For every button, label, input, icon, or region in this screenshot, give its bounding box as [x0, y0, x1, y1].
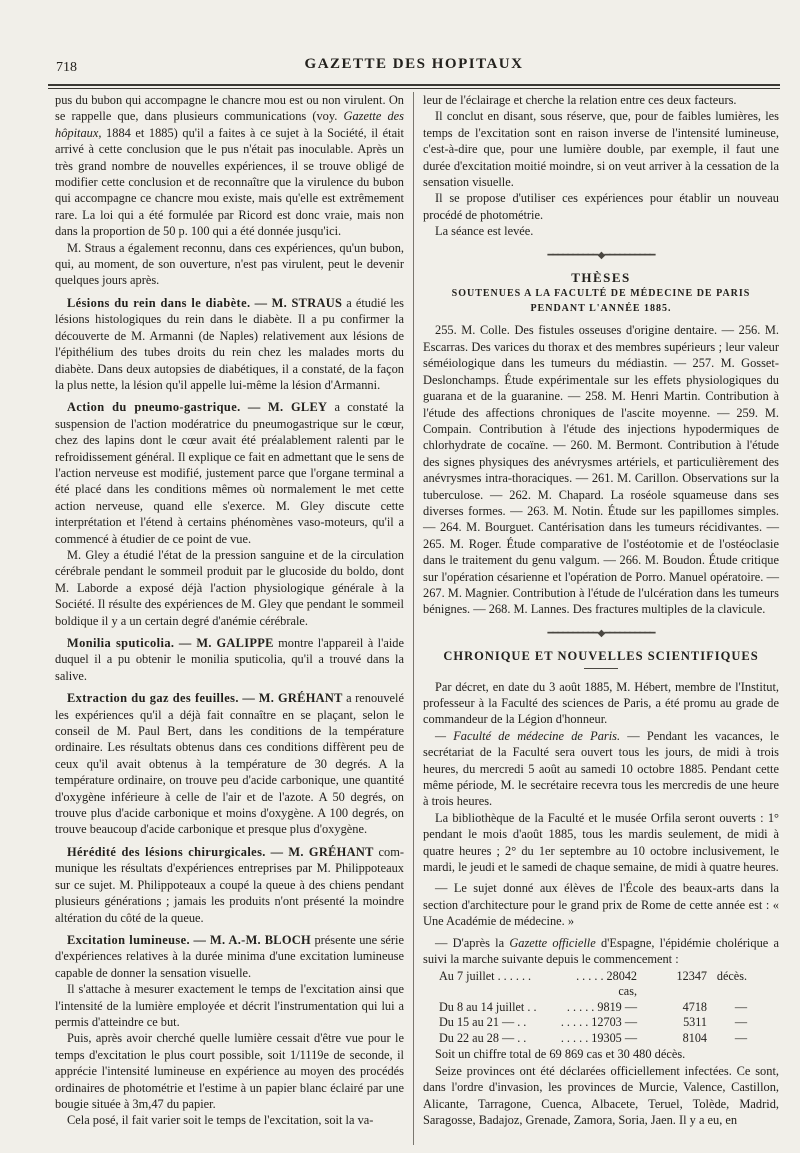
table-row: Du 8 au 14 juillet . . . . . . . 9819 — 4718 — [439, 999, 747, 1014]
table-row: Du 22 au 28 — . . . . . . . 19305 — 8104 — [439, 1030, 747, 1045]
header-rule [48, 84, 780, 86]
paragraph: Il conclut en disant, sous réserve, que, pour de faibles lumières, les temps de l'excitation sont en raison inverse de l'intensité lumineuse, c'est-à-dire que, pour une lumière double, par exemple, il faut une durée d'excitation moitié moindre, si on veut arriver à la cessation de la sensation visuelle. [423, 109, 779, 190]
paragraph: Seize provinces ont été déclarées officiellement infectées. Ce sont, dans l'ordre d'invasion, les provinces de Murcie, Valence, Castillon, Alicante, Tarragone, Cuenca, Albacete, Teruel, Tolède, Madrid, Saragosse, Badajoz, Grenade, Zamora, Soria, Jaen. Il y a eu, en [423, 1063, 779, 1128]
paragraph: Il se propose d'utiliser ces expériences pour établir un nouveau procédé de photométrie. [423, 191, 779, 222]
right-column [423, 92, 779, 1129]
paragraph: pus du bubon qui accompagne le chancre mou est ou non virulent. On se rappelle que, dans plusieurs communications (voy. Gazette des hôpitaux, 1884 et 1885) qu'il a faites à ce sujet à la Société, il était arrivé à cette conclusion que le pus n'était pas inoculable. Après un très grand nombre de nouvelles expériences, il se trouve obligé de modifier cette conclusion et de reconnaître que la virulence du bubon qui accompagne ce chancre mou existe, mais qu'elle est extrêmement rare. La loi qui a été formulée par Ricord est donc vraie, mais non dans la proportion de 50 p. 100 qui a été donnée jusqu'ici. [55, 93, 404, 239]
italic-heading: — Faculté de médecine de Paris. [435, 728, 621, 743]
table-row: Au 7 juillet . . . . . . . . . . . 28042 cas, 12347 décès. [439, 968, 747, 999]
title-rule [584, 668, 618, 669]
left-column [55, 92, 404, 1129]
column-divider [413, 92, 414, 1145]
paragraph: Par décret, en date du 3 août 1885, M. Hébert, membre de l'Institut, professeur à la Faculté des sciences de Paris, a été promu au grade de commandeur de la Légion d'honneur. [423, 679, 779, 727]
section-subtitle: SOUTENUES A LA FACULTÉ DE MÉDECINE DE PARIS [451, 288, 751, 300]
section-title-theses: THÈSES [571, 270, 631, 286]
journal-title: GAZETTE DES HOPITAUX [304, 56, 524, 72]
paragraph: Cela posé, il fait varier soit le temps de l'excitation, soit la va- [67, 1113, 374, 1128]
page-header [48, 56, 780, 82]
paragraph: — D'après la Gazette officielle d'Espagne, l'épidémie cholérique a suivi la marche suivante depuis le commencement : [423, 935, 779, 967]
paragraph: La séance est levée. [435, 224, 534, 239]
paragraph: — Faculté de médecine de Paris. — Pendant les vacances, le secrétariat de la Faculté sera ouvert tous les jours, de midi à trois heures, du mercredi 5 août au samedi 10 octobre 1885. Pendant cette même période, M. le secrétaire recevra tous les mercredis de une heure à trois heures. [423, 728, 779, 809]
theses-list: 255. M. Colle. Des fistules osseuses d'origine dentaire. — 256. M. Escarras. Des varices du thorax et des membres supérieurs ; leur valeur séméiologique dans les tumeurs du médiastin. — 257. M. Gosset-Deslonchamps. Étude expérimentale sur les effets physiologiques du guarana et de la guaranine. — 258. M. Henri Martin. Contribution à l'étude des affections chroniques de l'ascite moyenne. — 259. M. Compain. Contribution à l'étude des injections hypodermiques de chlorhydrate de cocaïne. — 260. M. Bermont. Contribution à l'étude des signes physiques des anévrysmes artériels, et particulièrement des anévrysmes intra-thoraciques. — 261. M. Carillon. Observations sur la tuberculose. — 262. M. Chapard. La roséole squameuse dans ses diverses formes. — 263. M. Notin. Étude sur les papillomes simples. — 264. M. Bourguet. Cantérisation dans les tumeurs récidivantes. — 265. M. Roger. Étude comparative de l'ostéotomie et de l'ostéoclasie dans le traitement du genu valgum. — 266. M. Boudon. Étude critique sur l'opération césarienne et l'opération de Porro. Manuel opératoire. — 267. M. Magnier. Contribution à l'étude de l'ulcération dans les tumeurs bénignes. — 268. M. Lannes. Des fractures multiples de la clavicule. [423, 323, 779, 617]
entry-pneumogastric: Action du pneumo-gastrique. — M. GLEY a constaté la suspension de l'action modératrice du pneumogastrique sur le cœur, chez des lapins dont le cœur avait été préalablement ralenti par le refroidissement général. Il explique ce fait en admettant que le sens de l'action nerveuse est modifié, justement parce que l'organe terminal a été placé dans les conditions mêmes où normalement le met cette action nerveuse, quand elle s'exerce. M. Gley discute cette interprétation et l'étend à certains phénomènes vaso-moteurs, qu'il a commencé à étudier de ce point de vue. [55, 400, 405, 546]
entry-leaf-gas: Extraction du gaz des feuilles. — M. GRÉHANT a renouvelé les expériences qu'il a déjà fait connaître en se plaçant, selon le conseil de M. Paul Bert, dans les conditions de la température ordinaire. Les résultats obtenus dans ces conditions diffèrent peu de ceux qu'il avait obtenus à la température de 30 degrés. A la température ordinaire, on trouve peu d'acide carbonique, une quantité d'oxygène inférieure à celle de l'air et de l'azote. A 50 degrés, on trouve plus d'acide carbonique et moins d'oxygène. A 100 degrés, on trouve beaucoup d'acide carbonique et presque plus d'oxygène. [55, 691, 404, 837]
entry-light-excitation: Excitation lumineuse. — M. A.-M. BLOCH présente une série d'expériences relatives à la durée minima d'une excitation lumineuse capable de donner la sensation visuelle. [55, 932, 404, 980]
paragraph: M. Straus a également reconnu, dans ces expériences, qu'un bubon, qui, au moment, de son ouverture, n'est pas virulent, peut le devenir quelques jours après. [55, 240, 404, 288]
paragraph: Puis, après avoir cherché quelle lumière cessait d'être vue pour le temps d'excitation le plus court possible, soit 1/1119e de seconde, il apprécie l'intensité lumineuse en expérience au moyen des procédés ordinaires de photométrie et l'estime à un papier blanc éclairé par une bougie située à 3m,47 du papier. [55, 1031, 404, 1111]
ornamental-divider: ━━━━━━━━━━◆━━━━━━━━━━ [547, 627, 655, 639]
entry-heredity: Hérédité des lésions chirurgicales. — M. GRÉHANT communique les résultats d'expériences entreprises par M. Philippoteaux sur ce sujet. M. Philippoteaux a coupé la queue à des chiens pendant plusieurs générations ; jamais les produits n'ont présenté la moindre altération du côté de la queue. [55, 844, 404, 925]
paragraph: Il s'attache à mesurer exactement le temps de l'excitation ainsi que l'intensité de la lumière employée et décrit l'instrumentation qui lui a permis d'atteindre ce but. [55, 982, 404, 1029]
ornamental-divider: ━━━━━━━━━━◆━━━━━━━━━━ [547, 249, 655, 261]
section-subtitle-year: PENDANT L'ANNÉE 1885. [530, 303, 672, 315]
page-number: 718 [56, 60, 77, 75]
section-title-chronicle: CHRONIQUE ET NOUVELLES SCIENTIFIQUES [443, 649, 759, 664]
paragraph: La bibliothèque de la Faculté et le musée Orfila seront ouverts : 1° pendant le mois d'août 1885, tous les mardis seulement, de midi à quatre heures ; 2° du 1er septembre au 10 octobre inclusivement, le mardi, le jeudi et le samedi de chaque semaine, de midi à quatre heures. [423, 810, 779, 875]
entry-renal-lesions: Lésions du rein dans le diabète. — M. STRAUS a étudié les lésions histologiques du rein dans le diabète. Il a pu confirmer la découverte de M. Armanni (de Naples) relativement aux lésions de l'épithélium des tubes droits du rein chez les malades morts du diabète. Dans deux autopsies de diabétiques, il a constaté, de la façon la plus nette, la lésion qu'il appelle lui-même la lésion d'Armanni. [55, 295, 404, 392]
paragraph: — Le sujet donné aux élèves de l'École des beaux-arts dans la section d'architecture pour le grand prix de Rome de cette année est : « Une Académie de médecine. » [423, 881, 779, 929]
journal-citation: Gazette officielle [509, 935, 596, 950]
entry-monilia: Monilia sputicolia. — M. GALIPPE montre l'appareil à l'aide duquel il a pu obtenir le monilia sputicolia, qu'il a trouvé dans la salive. [55, 636, 404, 683]
total-line: Soit un chiffre total de 69 869 cas et 30 480 décès. [435, 1047, 686, 1062]
cholera-table [439, 969, 749, 1047]
journal-citation: Gazette des hôpitaux, [55, 109, 404, 140]
table-row: Du 15 au 21 — . . . . . . . 12703 — 5311 — [439, 1015, 747, 1030]
paragraph: leur de l'éclairage et cherche la relation entre ces deux facteurs. [423, 93, 737, 107]
header-rule-thin [48, 88, 780, 89]
paragraph: M. Gley a étudié l'état de la pression sanguine et de la circulation cérébrale pendant le sommeil produit par le glucoside du boldo, dont M. Laborde a exposé déjà l'action physiologique générale à la Société. Il résulte des expériences de M. Gley que pendant le sommeil boldique il y a un certain degré d'anémie cérébrale. [55, 547, 404, 628]
